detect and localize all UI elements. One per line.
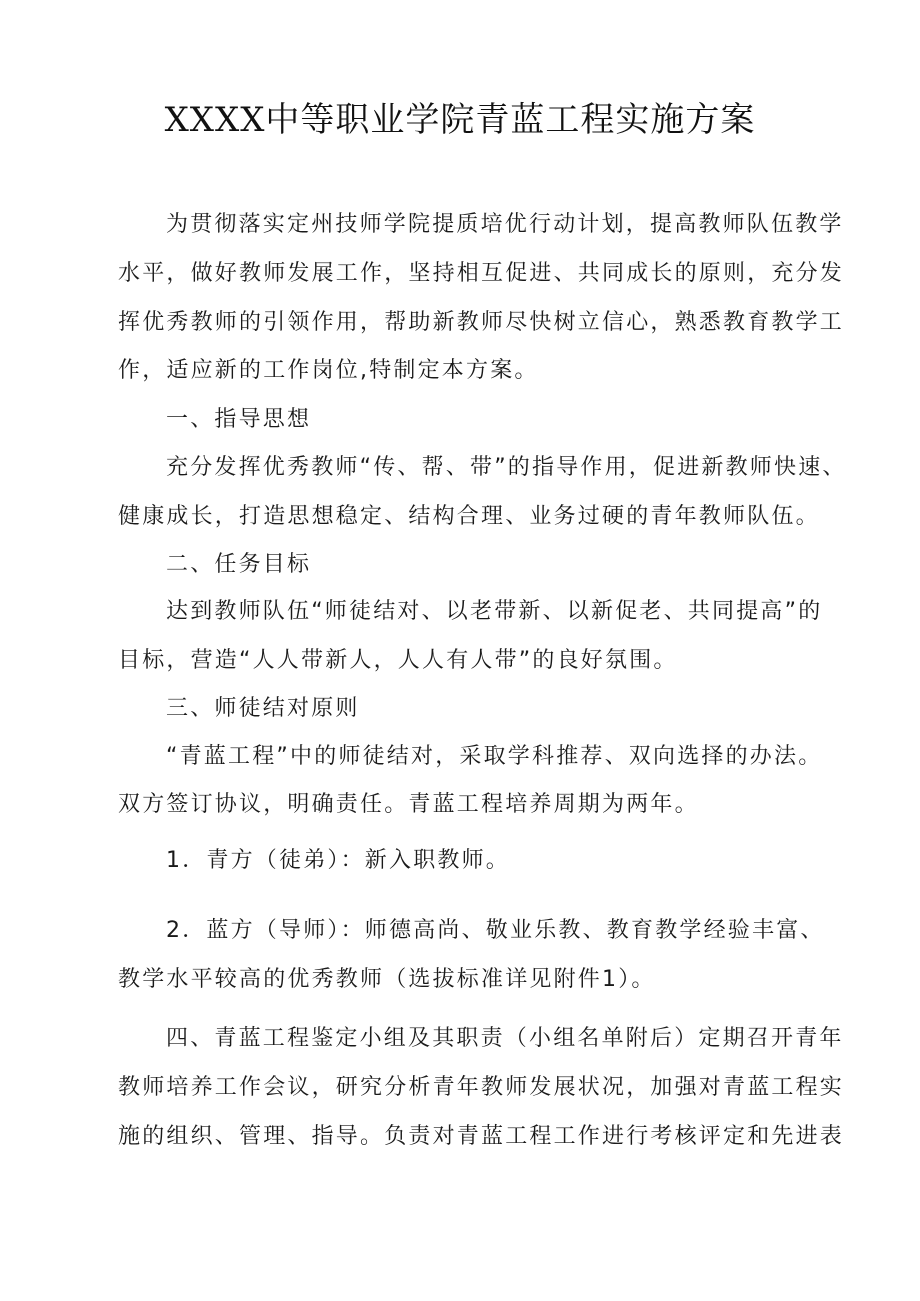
section-heading: 三、师徒结对原则: [166, 696, 360, 721]
paragraph-line: 目标，营造“人人带新人，人人有人带”的良好氛围。: [118, 648, 678, 673]
paragraph-line: 双方签订协议，明确责任。青蓝工程培养周期为两年。: [118, 792, 699, 817]
document-title: XXXX中等职业学院青蓝工程实施方案: [164, 100, 756, 140]
paragraph-line: 教学水平较高的优秀教师（选拔标准详见附件1）。: [118, 967, 656, 992]
paragraph-line: 挥优秀教师的引领作用，帮助新教师尽快树立信心，熟悉教育教学工: [118, 310, 845, 335]
paragraph-line: 充分发挥优秀教师“传、帮、带”的指导作用，促进新教师快速、: [166, 455, 847, 480]
section-heading: 四、青蓝工程鉴定小组及其职责（小组名单附后）定期召开青年: [166, 1026, 844, 1051]
list-item: 1．青方（徒弟）：新入职教师。: [166, 848, 510, 873]
list-item: 2．蓝方（导师）：师德高尚、敬业乐教、教育教学经验丰富、: [166, 918, 825, 943]
section-heading: 一、指导思想: [166, 407, 312, 432]
paragraph-line: 为贯彻落实定州技师学院提质培优行动计划，提高教师队伍教学: [166, 212, 844, 237]
section-heading: 二、任务目标: [166, 552, 312, 577]
paragraph-line: 健康成长，打造思想稳定、结构合理、业务过硬的青年教师队伍。: [118, 504, 820, 529]
paragraph-line: “青蓝工程”中的师徒结对，采取学科推荐、双向选择的办法。: [166, 744, 823, 769]
paragraph-line: 水平，做好教师发展工作，坚持相互促进、共同成长的原则，充分发: [118, 261, 845, 286]
paragraph-line: 教师培养工作会议，研究分析青年教师发展状况，加强对青蓝工程实: [118, 1075, 845, 1100]
paragraph-line: 施的组织、管理、指导。负责对青蓝工程工作进行考核评定和先进表: [118, 1124, 845, 1149]
paragraph-line: 达到教师队伍“师徒结对、以老带新、以新促老、共同提高”的: [166, 599, 823, 624]
paragraph-line: 作，适应新的工作岗位,特制定本方案。: [118, 358, 539, 383]
